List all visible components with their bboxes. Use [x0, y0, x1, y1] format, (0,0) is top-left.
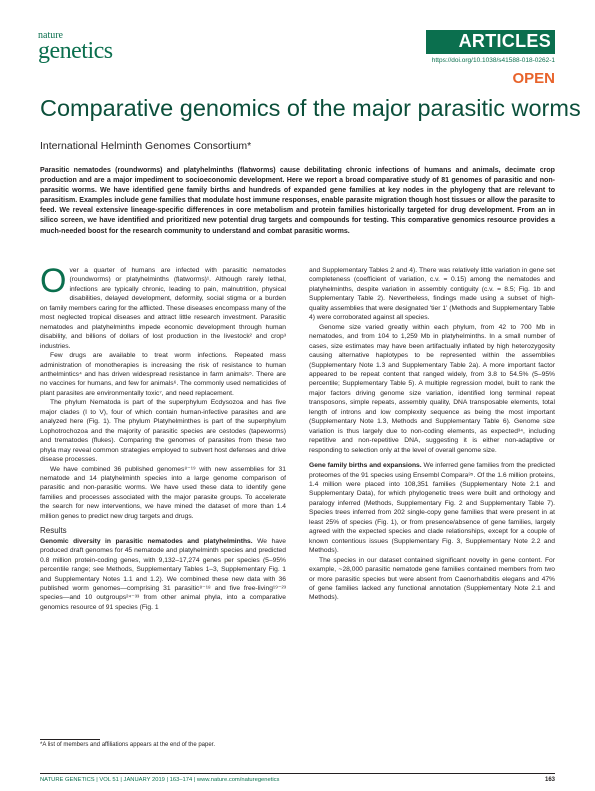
section-label-bar	[426, 30, 555, 54]
author-line: International Helminth Genomes Consortium*	[40, 140, 252, 152]
intro-paragraph-1	[40, 262, 286, 351]
page-number: 163	[544, 777, 555, 783]
right-paragraph-1: and Supplementary Tables 2 and 4). There was relatively little variation in gene set completeness (coefficient of variation, c.v. = 0.15) among the nematodes and platyhelminths, despite variation in assembly contiguity (c.v. = 8.5; Fig. 1b and Supplementary Table 2). Nevertheless, findings made using a subset of high-quality assemblies that were designated 'tier 1' (Methods and Supplementary Table 4) were corroborated against all species.	[309, 267, 555, 322]
drop-cap: O	[40, 262, 67, 300]
subsection-heading-gene-families: Gene family births and expansions.	[309, 462, 422, 470]
doi-link[interactable]: https://doi.org/10.1038/s41588-018-0262-1	[431, 57, 555, 64]
body-column-right	[309, 266, 555, 603]
results-text-1: We have produced draft genomes for 45 nematode and platyhelminth species and predicted 0.8 million protein-coding genes, with 9,132–17,274 genes per species (5–95% percentile range; see Methods, Supplementary Tables 1–3, Supplementary Fig. 1 and Supplementary Notes 1.1 and 1.2). We combined these new data with 36 published worm genomes—comprising 31 parasitic⁸⁻¹⁸ and five free-living¹⁹⁻²³ species—and 10 outgroups²⁴⁻³³ from other animal phyla, into a comparative genomics resource of 91 species (Fig. 1	[40, 537, 286, 611]
footnote-rule	[40, 739, 100, 740]
intro-paragraph-4: We have combined 36 published genomes⁸⁻¹⁹ with new assemblies for 31 nematode and 14 platyhelminth species into a large genome comparison of parasitic and non-parasitic worms. We have used these data to identify gene families and processes associated with the major parasite groups. To accelerate the search for new interventions, we have mined the dataset of more than 1.4 million genes to predict new drug targets and drugs.	[40, 465, 286, 520]
journal-logo	[38, 28, 138, 62]
logo-main-text: genetics	[38, 38, 113, 64]
right-paragraph-4: The species in our dataset contained significant novelty in gene content. For example, ~28,000 parasitic nematode gene families contained members from two or more parasitic species but were absent from Caenorhabditis elegans and 47% of gene families lacked any functional annotation (Supplementary Note 2.1 and Methods).	[309, 556, 555, 602]
open-access-badge: OPEN	[512, 70, 555, 87]
subsection-heading-genomic-diversity: Genomic diversity in parasitic nematodes and platyhelminths.	[40, 537, 253, 545]
logo-top-text: nature	[38, 30, 63, 41]
intro-paragraph-3: The phylum Nematoda is part of the superphylum Ecdysozoa and has five major clades (I to V), four of which contain human-infective parasites and are analyzed here (Fig. 1). The phylum Platyhelminthes is part of the superphylum Lophotrochozoa and the majority of parasitic species are cestodes (tapeworms) and trematodes (flukes). Comparing the genomes of parasites from these two phyla may reveal common strategies employed to subvert host defenses and drive disease processes.	[40, 399, 286, 464]
results-heading: Results	[40, 526, 67, 536]
footer-rule	[40, 773, 555, 774]
abstract: Parasitic nematodes (roundworms) and platyhelminths (flatworms) cause debilitating chronic infections of humans and animals, decimate crop production and are a major impediment to socioeconomic development. Here we report a broad comparative study of 81 genomes of parasitic and non-parasitic worms. We have identified gene family births and hundreds of expanded gene families at key nodes in the phylogeny that are relevant to parasitism. Examples include gene families that modulate host immune responses, enable parasite migration though host tissues or allow the parasite to feed. We reveal extensive lineage-specific differences in core metabolism and protein families historically targeted for drug development. From an in silico screen, we have identified and prioritized new potential drug targets and compounds for testing. This comparative genomics resource provides a much-needed boost for the research community to understand and combat parasitic worms.	[40, 167, 555, 235]
right-paragraph-2: Genome size varied greatly within each phylum, from 42 to 700 Mb in nematodes, and from 104 to 1,259 Mb in platyhelminths. In a small number of cases, size estimates may have been artifactually inflated by high heterozygosity causing alternative haplotypes to be represented within the assemblies (Supplementary Note 1.3 and Supplementary Table 2a). A more important factor appeared to be repeat content that ranged widely, from 3.8 to 54.5% (5–95% percentile; Supplementary Table 5). A multiple regression model, built to rank the major factors driving genome size variation, identified long terminal repeat transposons, simple repeats, assembly quality, DNA transposable elements, total length of introns and low complexity sequence as being the most important (Supplementary Note 1.3, Methods and Supplementary Table 6). Genome size variation is thus largely due to non-coding elements, as expected³⁴, including repetitive and non-repetitive DNA, suggesting it is either non-adaptive or responding to selection only at the level of overall genome size.	[309, 323, 555, 454]
body-column-left	[40, 262, 286, 612]
right-paragraph-3	[309, 461, 555, 556]
results-paragraph-1	[40, 537, 286, 613]
intro-paragraph-2: Few drugs are available to treat worm infections. Repeated mass administration of monotherapies is increasing the risk of resistance to human anthelmintics⁴ and has driven widespread resistance in farm animals⁵. There are no vaccines for humans, and few for animals⁶. The commonly used nematicides of plant parasites are environmentally toxic⁷, and need replacement.	[40, 352, 286, 397]
footnote: *A list of members and affiliations appears at the end of the paper.	[40, 742, 215, 748]
journal-footer: NATURE GENETICS | VOL 51 | JANUARY 2019 | 163–174 | www.nature.com/naturegenetics	[40, 777, 280, 783]
section-label: ARTICLES	[458, 31, 551, 51]
article-title: Comparative genomics of the major parasitic worms	[40, 95, 581, 121]
gene-family-text: We inferred gene families from the predicted proteomes of the 91 species using Ensembl Compara³⁵. Of the 1.6 million proteins, 1.4 million were placed into 108,351 families (Supplementary Note 2.1 and Supplementary Data), for which phylogenetic trees were built and orthology and paralogy inferred (Methods, Supplementary Fig. 2 and Supplementary Table 7). Species trees inferred from 202 single-copy gene families that were present in at least 25% of species (Fig. 1), or from presence/absence of gene families, largely agreed with the expected species and clade relationships, except for a couple of known contentious issues (Supplementary Fig. 3, Supplementary Note 2.2 and Methods).	[309, 462, 555, 555]
intro-text-1: ver a quarter of humans are infected with parasitic nematodes (roundworms) or platyhelminths (flatworms)¹. Although rarely lethal, infections are typically chronic, leading to pain, malnutrition, physical disabilities, delayed development, deformity, social stigma or a burden on family members caring for the afflicted. These diseases encompass many of the most neglected tropical diseases and attract little research investment. Parasitic nematodes and platyhelminths impede economic development through human disability, and billions of dollars of lost production in the livestock² and crop³ industries.	[40, 267, 286, 350]
